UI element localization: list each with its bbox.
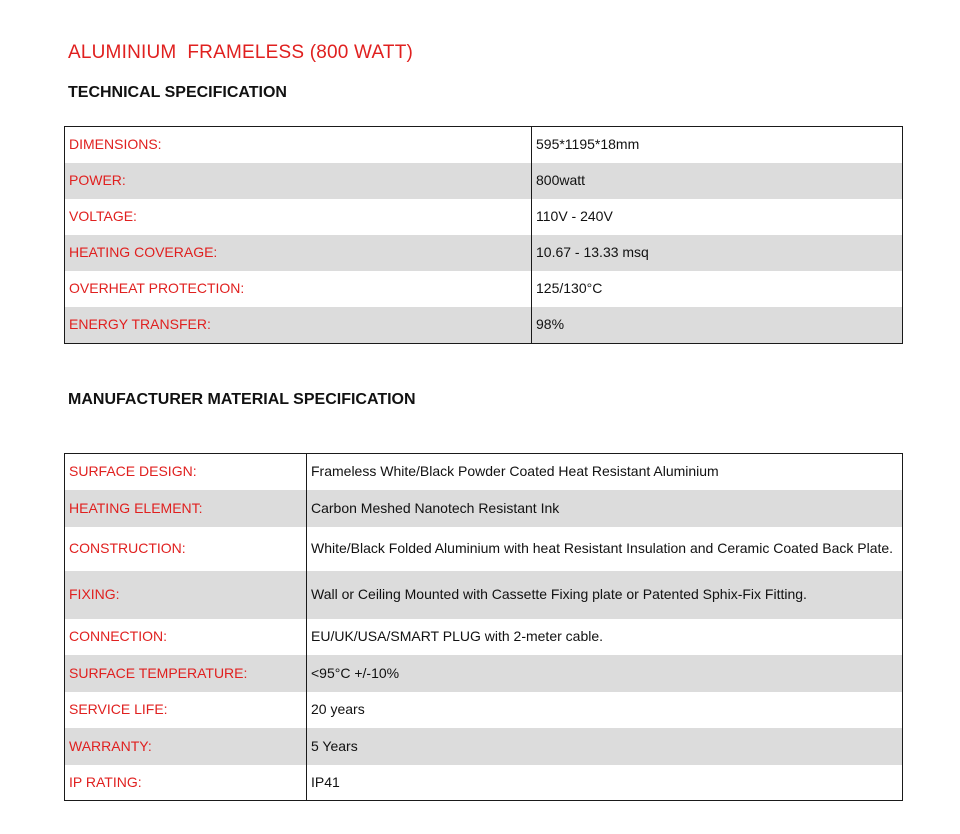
table-row [65,765,903,801]
spec-value: 5 Years [307,728,903,765]
spec-label: CONNECTION: [65,619,307,655]
spec-value: White/Black Folded Aluminium with heat Resistant Insulation and Ceramic Coated Back Plate. [311,540,894,556]
table-row [65,728,903,765]
spec-label: WARRANTY: [65,728,307,765]
technical-specification-heading: TECHNICAL SPECIFICATION [68,84,287,101]
spec-value: Carbon Meshed Nanotech Resistant Ink [307,490,903,527]
spec-value: EU/UK/USA/SMART PLUG with 2-meter cable. [311,628,604,644]
spec-value: 98% [532,307,903,344]
table-row [65,454,903,490]
table-row [65,619,903,655]
spec-label: ENERGY TRANSFER: [65,307,532,344]
spec-value: 20 years [311,701,365,717]
technical-specification-table [64,126,903,344]
spec-label: DIMENSIONS: [65,127,532,163]
spec-value: Wall or Ceiling Mounted with Cassette Fixing plate or Patented Sphix-Fix Fitting. [307,571,903,619]
table-row [65,692,903,728]
spec-label: VOLTAGE: [65,199,532,235]
manufacturer-material-specification-table [64,453,903,801]
spec-value: <95°C +/-10% [307,655,903,692]
spec-value: IP41 [311,773,340,790]
spec-value: 10.67 - 13.33 msq [532,235,903,271]
spec-label: CONSTRUCTION: [65,527,307,571]
spec-label: POWER: [65,163,532,199]
table-row [65,655,903,692]
spec-label: SURFACE DESIGN: [65,454,307,490]
spec-label: SERVICE LIFE: [65,692,307,728]
table-row [65,490,903,527]
table-row [65,307,903,344]
spec-label: FIXING: [65,571,307,619]
spec-value: 110V - 240V [536,208,613,224]
manufacturer-material-specification-heading: MANUFACTURER MATERIAL SPECIFICATION [68,391,416,408]
spec-label: HEATING ELEMENT: [65,490,307,527]
document-title: ALUMINIUM FRAMELESS (800 WATT) [68,42,414,63]
spec-value: 800watt [532,163,903,199]
spec-label: IP RATING: [65,765,307,801]
table-row [65,571,903,619]
table-row [65,527,903,571]
table-row [65,163,903,199]
spec-label: HEATING COVERAGE: [65,235,532,271]
table-row [65,127,903,163]
spec-value: 595*1195*18mm [536,136,640,153]
spec-label: SURFACE TEMPERATURE: [65,655,307,692]
spec-value: Frameless White/Black Powder Coated Heat Resistant Aluminium [311,463,719,480]
table-row [65,235,903,271]
spec-value: 125/130°C [536,280,603,296]
spec-label: OVERHEAT PROTECTION: [65,271,532,307]
table-row [65,271,903,307]
table-row [65,199,903,235]
